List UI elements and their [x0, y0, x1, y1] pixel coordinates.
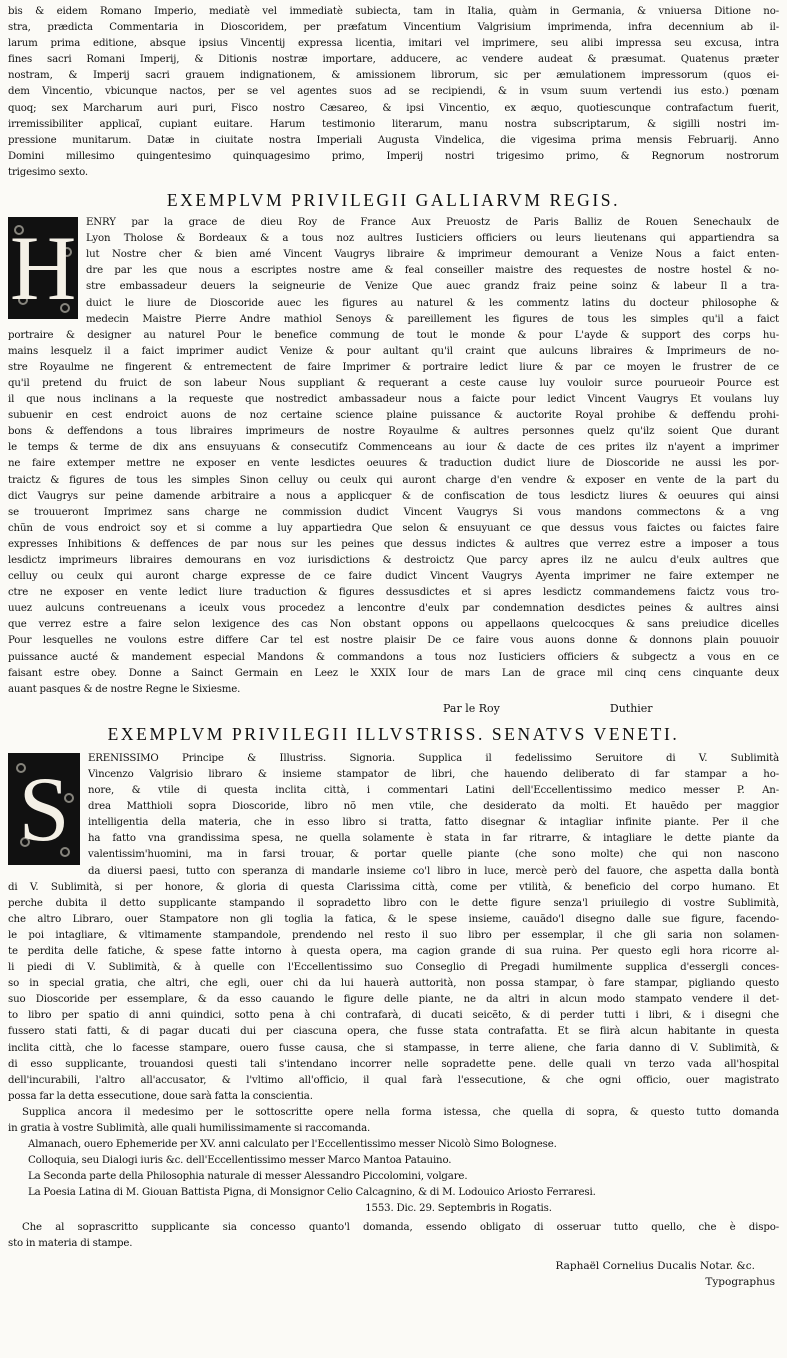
veneti-paragraph-line: nore, & vtile di questa inclita città, i commentari Latini dell'Eccellentissimo medico messer P. An- — [88, 785, 779, 797]
gallia-paragraph-line: celluy ou ceulx qui auront charge expresse de ce faire dudict Vincent Vaugrys Ayenta imprimer ne faire extemper ne — [8, 571, 779, 583]
veneti-paragraph-line: ERENISSIMO Principe & Illustriss. Signoria. Supplica il fedelissimo Seruitore di V. Sublimità — [88, 752, 779, 764]
top-paragraph-line: Domini millesimo quingentesimo quinquagesimo primo, Imperij nostri trigesimo primo, & Regnorum nostrorum — [8, 150, 779, 162]
notary-signature — [8, 1258, 779, 1290]
veneti-paragraph-line: possa far la detta essecutione, doue sarà fatta la conscientia. — [8, 1090, 313, 1102]
closing-line: sto in materia di stampe. — [8, 1237, 133, 1249]
veneti-second-line: Supplica ancora il medesimo per le sottoscritte opere nella forma istessa, che quella di sopra, & questo tutto domanda — [22, 1106, 779, 1118]
typographus: Typographus — [705, 1275, 775, 1288]
veneti-second-line: in gratia à vostre Sublimità, alle quali humilissimamente si raccomanda. — [8, 1123, 371, 1134]
gallia-paragraph-line: ENRY par la grace de dieu Roy de France Aux Preuostz de Paris Balliz de Rouen Senechaulx de — [86, 217, 779, 229]
gallia-paragraph — [8, 215, 779, 698]
veneti-paragraph-line: Vincenzo Valgrisio libraro & insieme stampator de libri, che hauendo deliberato di far stampar a ho- — [88, 768, 779, 780]
dropcap-h — [8, 217, 78, 319]
gallia-paragraph-line: puissance aucté & mandement especial Mandons & commandons a tous noz Iusticiers officiers & subgectz a vous en ce — [8, 651, 779, 663]
veneti-paragraph-line: di V. Sublimità, si per honore, & gloria di questa Clarissima città, come per vtilità, & beneficio del corpo humano. Et — [8, 881, 779, 893]
veneti-paragraph-line: fussero stati fatti, & di pagar ducati dui per ciascuna opera, che fusse stata contrafatta. Et se fiirà alcun habitante in questa — [8, 1026, 779, 1038]
veneti-paragraph-line: ha fatto vna grandissima spesa, ne quella solamente è stata in far ritrarre, & intagliare le dette piante da — [88, 833, 779, 845]
veneti-paragraph-line: perche dubita il detto supplicante stampando il sopradetto libro con le dette figure senza'l priuilegio di vostre Sublimità, — [8, 897, 779, 909]
dropcap-letter: S — [18, 757, 70, 860]
gallia-paragraph-line: chũn de vous endroict soy et si comme a luy appartiedra Que selon & ensuyuant ce que dessus vous faictes ou faictes faire — [8, 522, 779, 534]
signature-gallia — [8, 702, 779, 715]
veneti-paragraph — [8, 751, 779, 1105]
gallia-paragraph-line: bons & deffendons a tous libraires imprimeurs de nostre Royaulme & aultres personnes quelz qu'ilz soient Que durant — [8, 426, 779, 438]
veneti-paragraph-line: inclita città, che lo facesse stampare, ouero fusse causa, che si stampasse, in terre aliene, che faria danno di V. Sublimità, & — [8, 1042, 779, 1054]
dropcap-letter: H — [9, 217, 77, 320]
gallia-paragraph-line: qu'il pretend du fruict de son labeur Nous suppliant & requerant a ceste cause luy vouloir surce pourueoir Pource est — [8, 377, 779, 389]
gallia-paragraph-line: se trouueront Imprimez sans charge ne commission dudict Vincent Vaugrys Si vous mandons commectons & a vng — [8, 506, 779, 518]
veneti-paragraph-line: le poi intagliare, & vltimamente stampandole, prendendo nel resto il suo libro per essemplar, il che gli saria non solamen- — [8, 929, 779, 941]
veneti-paragraph-line: di esso supplicante, trouandosi questi tali s'intendano incorrer nelle sopradette pene. delle quali vn terzo vada all'hospital — [8, 1058, 779, 1070]
veneti-paragraph-line: drea Matthioli sopra Dioscoride, libro nõ men vtile, che desiderato da molti. Et hauẽdo per maggior — [88, 801, 779, 813]
gallia-paragraph-line: faisant estre obey. Donne a Sainct Germain en Leez le XXIX Iour de mars Lan de grace mil cinq cens cinquante deux — [8, 667, 779, 679]
veneti-paragraph-line: dell'incurabili, l'altro all'accusator, & l'vltimo all'officio, il qual farà l'essecutione, & che ogni officio, ouer magistrato — [8, 1074, 779, 1086]
gallia-section — [8, 215, 779, 698]
gallia-paragraph-line: il que nous inclinans a la requeste que nostredict ambassadeur nous a faicte pour ledict Vincent Vaugrys Et voulans luy — [8, 394, 779, 406]
signature-duthier: Duthier — [609, 701, 653, 715]
top-paragraph-line: quoq; sex Marcharum auri puri, Fisco nostro Cæsareo, & ipsi Vincentio, ex æquo, quotiescunque contrafactum fuerit, — [8, 102, 779, 114]
top-paragraph-line: nostram, & Imperij sacri grauem indignationem, & amissionem librorum, sic per æmulationem impressorum (quos ei- — [8, 70, 779, 82]
document-page — [8, 4, 779, 1354]
dropcap-s — [8, 753, 80, 865]
veneti-paragraph-line: da diuersi paesi, tutto con speranza di mandarle insieme co'l libro in luce, mercè però del fauore, che aspetta dalla bontà — [88, 865, 779, 877]
gallia-paragraph-line: lesdictz imprimeurs libraires demourans en voz iurisdictions & destroictz Que parcy apres ilz ne aulcu d'eulx aultres que — [8, 555, 779, 566]
veneti-paragraph-line: so in special gratia, che altri, che egli, ouer chi da lui hauerà auttorità, non possa stampar, ò fare stampar, pigliando questo — [8, 978, 779, 990]
gallia-paragraph-line: lut Nostre cher & bien amé Vincent Vaugrys libraire & imprimeur demourant a Venize Nous a faict enten- — [86, 249, 779, 261]
veneti-paragraph-line: li piedi di V. Sublimità, & à quelle con l'Eccellentissimo suo Conseglio di Pregadi humilmente supplica d'essergli conces- — [8, 962, 779, 974]
heading-gallia: EXEMPLVM PRIVILEGII GALLIARVM REGIS. — [166, 190, 621, 211]
signature-par-le-roy: Par le Roy — [443, 701, 500, 715]
gallia-paragraph-line: dict Vaugrys sur peine damende arbitraire a nous a applicquer & de confiscation de tous lesdictz liures & oeuures qui ainsi — [8, 490, 779, 502]
veneti-paragraph-line: valentissim'huomini, ma in farsi trouar, & portar quelle piante (che sono molte) che qui non nascono — [88, 849, 779, 861]
veneti-paragraph-line: che altro Libraro, ouer Stampatore non gli toglia la fatica, & le spese insieme, cauãdo'l disegno dalle sue figure, facendo- — [8, 913, 779, 925]
gallia-paragraph-line: Lyon Tholose & Bordeaux & a tous noz aultres Iusticiers officiers ou leurs lieutenans qui appartiendra sa — [86, 233, 779, 245]
works-list — [8, 1137, 779, 1201]
works-list-line: Colloquia, seu Dialogi iuris &c. dell'Eccellentissimo messer Marco Mantoa Patauino. — [28, 1155, 452, 1167]
gallia-paragraph-line: auant pasques & de nostre Regne le Sixiesme. — [8, 683, 241, 695]
gallia-paragraph-line: medecin Maistre Pierre Andre mathiol Senoys & pareillement les figures de tous les simples qu'il a faict — [86, 313, 779, 325]
top-paragraph-line: pressione munitarum. Datæ in ciuitate nostra Imperiali Augusta Vindelica, die vigesima prima mensis Februarij. Anno — [8, 134, 779, 146]
date-line-wrap — [8, 1201, 779, 1217]
works-list-line: La Poesia Latina di M. Giouan Battista Pigna, di Monsignor Celio Calcagnino, & di M. Lodouico Ariosto Ferraresi. — [28, 1187, 596, 1199]
gallia-paragraph-line: stre embassadeur deuers la seigneurie de Venize Que auec grandz fraiz peine soinz & labeur Il a tra- — [86, 281, 779, 293]
gallia-paragraph-line: ctre ne exposer en vente ledict liure traduction & figures dessusdictes et si apres lesdictz commandemens faictz vous tro- — [8, 587, 779, 599]
veneti-paragraph-line: te perdita delle fatiche, & spese fatte intorno à questa opera, ma cagion grande di sua ruina. Per questo egli hora ricorre al- — [8, 945, 779, 957]
veneti-second-paragraph — [8, 1105, 779, 1137]
gallia-paragraph-line: le temps & terme de dix ans ensuyuans & consecutifz Commenceans au iour & dacte de ces prites ilz n'ayent a imprimer — [8, 442, 779, 454]
top-paragraph-line: irremissibiliter applicaĩ, cupiant euitare. Harum testimonio literarum, manu nostra subscriptarum, & sigilli nostri im- — [8, 118, 779, 130]
top-paragraph-line: trigesimo sexto. — [8, 166, 88, 178]
veneti-paragraph-line: to libro per spatio di anni quindici, sotto pena à chi contrafarà, di ducati seicẽto, & di perder tutti i libri, & i disegni che — [8, 1010, 779, 1022]
gallia-paragraph-line: Pour lesquelles ne voulons estre differe Car tel est nostre plaisir De ce faire vous auons donne & donnons plain pouuoir — [8, 635, 779, 647]
closing-paragraph — [8, 1220, 779, 1252]
top-paragraph-line: dem Vincentio, vbicunque nactos, per se vel agentes suos ad se recipiendi, & in vsum suum vertendi ius esto.) pœnam — [8, 86, 779, 98]
gallia-paragraph-line: traictz & figures de tous les simples Sinon celluy ou ceulx qui auront charge d'en vendre & exposer en vente de la part du — [8, 474, 779, 486]
gallia-paragraph-line: portraire & designer au naturel Pour le benefice commung de tout le monde & pour L'ayde & support des corps hu- — [8, 329, 779, 341]
veneti-paragraph-line: intelligentia della materia, che in esso libro si tratta, fatto disegnar & intagliar infinite piante. Per il che — [88, 817, 779, 829]
top-paragraph — [8, 4, 779, 181]
closing-line: Che al soprascritto supplicante sia concesso quanto'l domanda, essendo obligato di osseruar tutto quello, che è dispo- — [22, 1221, 779, 1233]
veneti-paragraph-line: suo Dioscoride per essemplare, & da esso cauando le figure delle piante, ne da altri in alcun modo stampato vendere il det- — [8, 994, 779, 1006]
gallia-paragraph-line: subuenir en cest endroict auons de noz certaine science plaine puissance & auctorite Royal prohibe & deffendu prohi- — [8, 410, 779, 422]
gallia-paragraph-line: uuez aulcuns contreuenans a iceulx vous procedez a lencontre d'eulx par condemnation desdictes peines & aultres ainsi — [8, 603, 779, 615]
gallia-paragraph-line: ne faire extemper mettre ne exposer en vente lesdictes oeuures & traduction dudict liure de Dioscoride ne aussi les por- — [8, 458, 779, 470]
gallia-paragraph-line: mains lesquelz il a faict imprimer audict Venize & pour aultant qu'il craint que aulcuns libraires & Imprimeurs de no- — [8, 345, 779, 357]
gallia-paragraph-line: dre par les que nous a escriptes nostre ame & feal conseiller maistre des requestes de nostre hostel & no- — [86, 265, 779, 277]
works-list-line: Almanach, ouero Ephemeride per XV. anni calculato per l'Eccellentissimo messer Nicolò Simo Bolognese. — [28, 1139, 557, 1151]
gallia-paragraph-line: stre Royaulme ne fingerent & entremectent de faire Imprimer & portraire ledict liure & par ce moyen le frustrer de ce — [8, 361, 779, 373]
top-paragraph-line: stra, prædicta Commentaria in Dioscoridem, per præfatum Vincentium Valgrisium imprimenda, infra decennium ab il- — [8, 22, 779, 34]
gallia-paragraph-line: que verrez estre a faire selon lexigence des cas Non obstant oppons ou appellaons quelcocques & sans preiudice dicelles — [8, 619, 779, 631]
notary: Raphaël Cornelius Ducalis Notar. &c. — [555, 1259, 755, 1272]
gallia-paragraph-line: expresses Inhibitions & deffences de par nous sur les peines que dessus indictes & aultres que verrez estre a imposer a tous — [8, 538, 779, 550]
veneti-section — [8, 751, 779, 1105]
heading-veneti: EXEMPLVM PRIVILEGII ILLVSTRISS. SENATVS VENETI. — [107, 723, 680, 744]
top-paragraph-line: bis & eidem Romano Imperio, mediatè vel immediatè subiecta, tam in Italia, quàm in Germania, & vniuersa Ditione no- — [8, 6, 779, 17]
works-list-line: La Seconda parte della Philosophia naturale di messer Alessandro Piccolomini, volgare. — [28, 1171, 468, 1183]
top-paragraph-line: fines sacri Romani Imperij, & Ditionis nostræ importare, adducere, ac vendere audeat & præsumat. Quatenus præter — [8, 54, 779, 66]
top-paragraph-line: larum prima editione, absque ipsius Vincentij expressa licentia, imitari vel imprimere, seu alibi impressa seu excusa, intra — [8, 38, 779, 50]
gallia-paragraph-line: duict le liure de Dioscoride auec les figures au naturel & les commentz latins du docteur philosophe & — [86, 297, 779, 309]
date-line: 1553. Dic. 29. Septembris in Rogatis. — [365, 1203, 552, 1215]
